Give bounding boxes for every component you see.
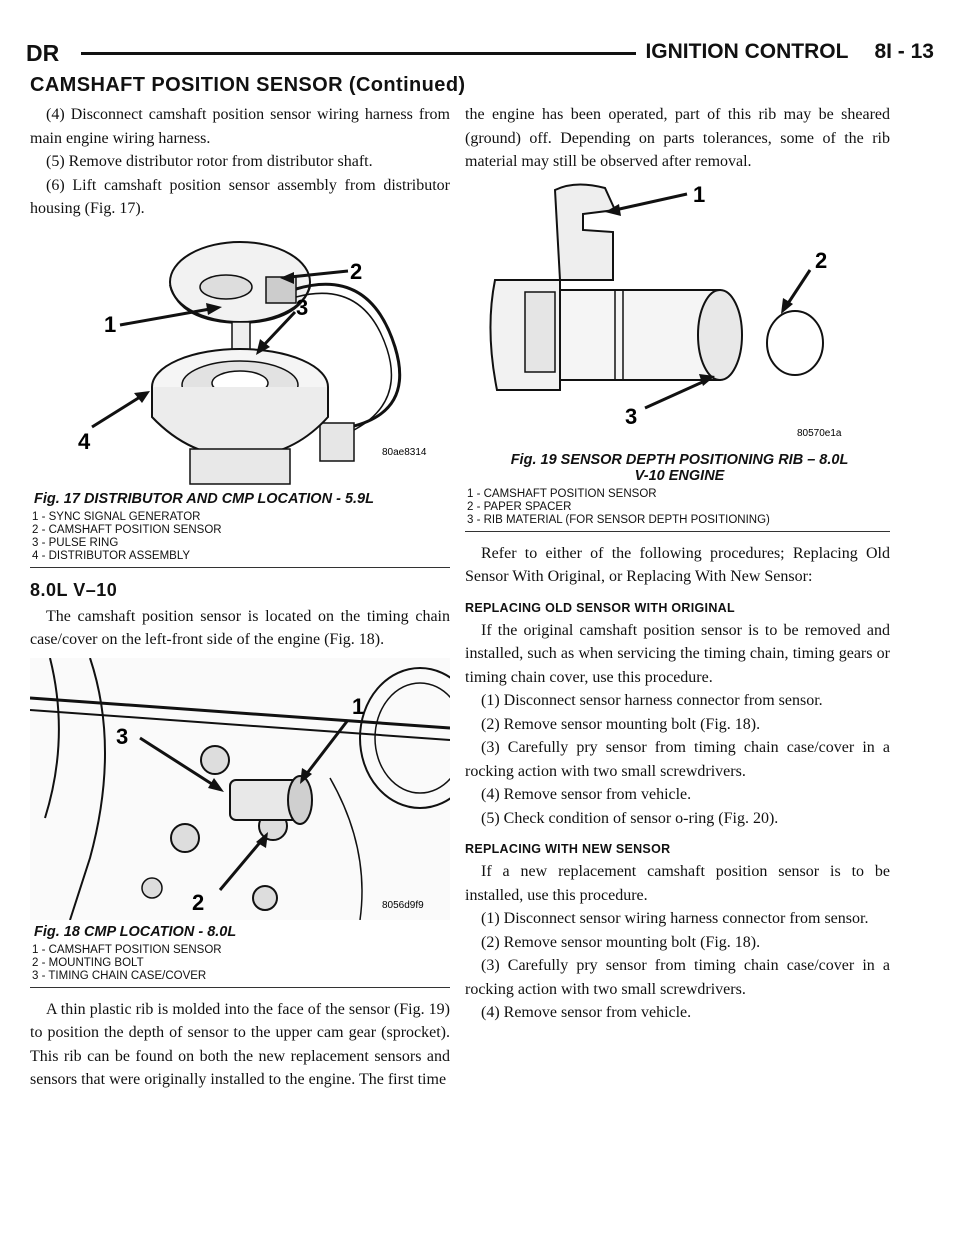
figure-legend [467,488,890,527]
page-header [26,40,934,70]
header-right [645,40,934,64]
figure-legend [32,511,450,563]
distributor-illustration [30,227,450,487]
legend-item: 3 - RIB MATERIAL (FOR SENSOR DEPTH POSITIONING) [467,513,770,526]
callout-4: 4 [78,428,91,454]
step-paragraph: (6) Lift camshaft position sensor assembly from distributor housing (Fig. 17). [30,176,450,217]
step-paragraph: (4) Remove sensor from vehicle. [481,786,692,803]
figure-code: 80ae8314 [382,446,427,458]
step-paragraph: (5) Check condition of sensor o-ring (Fig. 20). [481,809,779,827]
step-paragraph: (4) Remove sensor from vehicle. [481,1004,692,1021]
body-paragraph: A thin plastic rib is molded into the face of the sensor (Fig. 19) to position the depth of sensor to the upper cam gear (sprocket). This rib can be found on both the new replacement sensors and sensors that were originally installed to the engine. The first time [30,1000,450,1088]
figure-caption: Fig. 17 DISTRIBUTOR AND CMP LOCATION - 5.9L [34,490,374,507]
body-paragraph: Refer to either of the following procedures; Replacing Old Sensor With Original, or Replacing With New Sensor: [465,544,890,585]
figure-caption: Fig. 18 CMP LOCATION - 8.0L [34,923,237,940]
sensor-rib-illustration [465,180,890,448]
caption-line: V-10 ENGINE [634,467,725,484]
header-page-number: 8I - 13 [874,40,934,63]
callout-2: 2 [350,258,363,284]
step-paragraph: If a new replacement camshaft position sensor is to be installed, use this procedure. [465,863,890,904]
callout-3: 3 [116,723,129,749]
callout-2: 2 [815,247,828,273]
cmp-location-illustration [30,658,450,920]
caption-line: Fig. 19 SENSOR DEPTH POSITIONING RIB – 8.0L [510,451,849,468]
callout-2: 2 [192,889,205,915]
subsection-heading: 8.0L V–10 [30,579,118,600]
legend-item: 1 - CAMSHAFT POSITION SENSOR [467,487,657,500]
step-paragraph: (2) Remove sensor mounting bolt (Fig. 18). [481,933,761,951]
figure-19 [465,180,890,532]
header-rule [81,52,636,55]
legend-item: 1 - CAMSHAFT POSITION SENSOR [32,943,222,956]
step-paragraph: If the original camshaft position sensor is to be removed and installed, such as when servicing the timing chain, timing gears or timing chain cover, use this procedure. [465,621,890,686]
figure-legend [32,944,450,983]
section-title: CAMSHAFT POSITION SENSOR (Continued) [30,74,466,96]
legend-item: 1 - SYNC SIGNAL GENERATOR [32,510,201,523]
step-paragraph: (4) Disconnect camshaft position sensor wiring harness from main engine wiring harness. [30,106,450,147]
procedure-heading: REPLACING OLD SENSOR WITH ORIGINAL [465,600,735,615]
right-column [465,103,890,1025]
body-paragraph: the engine has been operated, part of this rib may be sheared (ground) off. Depending on parts tolerances, some of the rib material may still be observed after removal. [465,106,890,170]
callout-1: 1 [352,693,365,719]
callout-3: 3 [296,294,309,320]
legend-item: 4 - DISTRIBUTOR ASSEMBLY [32,549,191,562]
legend-item: 2 - PAPER SPACER [467,500,572,513]
step-paragraph: (3) Carefully pry sensor from timing chain case/cover in a rocking action with two small screwdrivers. [465,739,890,780]
step-paragraph: (5) Remove distributor rotor from distributor shaft. [46,153,373,170]
callout-3: 3 [625,403,638,429]
body-paragraph: The camshaft position sensor is located on the timing chain case/cover on the left-front side of the engine (Fig. 18). [30,607,450,648]
figure-caption [469,452,890,484]
legend-item: 2 - CAMSHAFT POSITION SENSOR [32,523,222,536]
callout-1: 1 [693,181,706,207]
figure-code: 80570e1a [797,427,842,439]
procedure-heading: REPLACING WITH NEW SENSOR [465,842,671,856]
legend-item: 3 - TIMING CHAIN CASE/COVER [32,969,207,982]
step-paragraph: (1) Disconnect sensor harness connector from sensor. [481,692,823,709]
callout-1: 1 [104,311,117,337]
step-paragraph: (1) Disconnect sensor wiring harness connector from sensor. [481,910,869,927]
header-section: IGNITION CONTROL [645,40,849,63]
legend-item: 2 - MOUNTING BOLT [32,956,144,969]
left-column [30,103,450,1092]
header-left-label: DR [26,40,60,66]
step-paragraph: (3) Carefully pry sensor from timing chain case/cover in a rocking action with two small screwdrivers. [465,957,890,998]
figure-code: 8056d9f9 [382,899,424,911]
figure-17 [30,227,450,568]
legend-item: 3 - PULSE RING [32,536,119,549]
figure-18 [30,658,450,988]
step-paragraph: (2) Remove sensor mounting bolt (Fig. 18). [481,715,761,733]
